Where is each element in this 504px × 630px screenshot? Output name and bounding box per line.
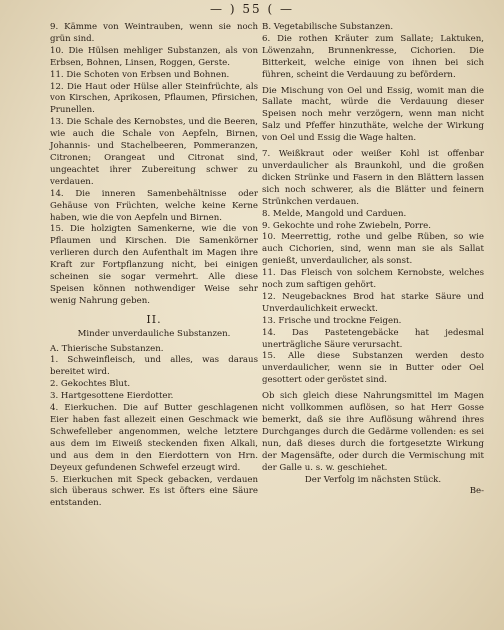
right-paragraph: Be- [469,486,484,497]
left-paragraph: 11. Die Schoten von Erbsen und Bohnen. [50,69,230,80]
right-paragraph: 6. Die rothen Kräuter zum Sallate; Laktuken, Löwenzahn, Brunnenkresse, Cichorien. Die Bitterkeit, welche einige von ihnen bei sich führen, scheint die Verdauung zu befördern. [262,33,484,80]
right-paragraph: 7. Weißkraut oder weißer Kohl ist offenbar unverdaulicher als Braunkohl, und die großen dicken Strünke und Fasern in den Blättern lassen sich noch schwerer, als die Blätter und feinern Strünkchen verdauen. [262,149,484,207]
right-paragraph: Der Verfolg im nächsten Stück. [304,474,442,485]
right-paragraph: 14. Das Pastetengebäcke hat jedesmal unerträgliche Säure verursacht. [262,327,484,350]
left-paragraph: 14. Die inneren Samenbehältnisse oder Gehäuse von Früchten, welche keine Kerne haben, wie die von Aepfeln und Birnen. [50,188,258,223]
left-paragraph: Minder unverdauliche Substanzen. [77,328,231,339]
right-paragraph: B. Vegetabilische Substanzen. [262,22,394,32]
left-paragraph: 1. Schweinfleisch, und alles, was daraus bereitet wird. [50,355,258,378]
right-paragraph: Die Mischung von Oel und Essig, womit man die Sallate macht, würde die Verdauung dieser Speisen noch mehr verzögern, wenn man nicht Salz und Pfeffer hinzuthäte, welche der Wirkung von Oel und Essig die Wage halten. [262,85,484,144]
right-paragraph: 11. Das Fleisch von solchem Kernobste, welches noch zum saftigen gehört. [262,268,484,291]
right-paragraph: 8. Melde, Mangold und Carduen. [262,208,407,219]
left-paragraph: 9. Kämme von Weintrauben, wenn sie noch grün sind. [50,22,258,44]
left-paragraph: 2. Gekochtes Blut. [50,379,131,390]
left-column [50,22,258,510]
right-paragraph: 15. Alle diese Substanzen werden desto unverdaulicher, wenn sie in Butter oder Oel gesottert oder geröstet sind. [262,351,484,386]
left-paragraph: A. Thierische Substanzen. [50,343,164,354]
right-paragraph: 10. Meerrettig, rothe und gelbe Rüben, so wie auch Cichorien, sind, wenn man sie als Sallat genießt, unverdaulicher, als sonst. [262,232,484,267]
left-paragraph: 3. Hartgesottene Eierdotter. [50,391,174,402]
left-paragraph: 13. Die Schale des Kernobstes, und die Beeren, wie auch die Schale von Aepfeln, Birnen, Johannis- und Stachelbeeren, Pommeranzen, Citronen; Orangeat und Citronat sind, ungeachtet ihrer Zubereitung schwer zu verdauen. [50,117,258,187]
right-paragraph: Ob sich gleich diese Nahrungsmittel im Magen nicht vollkommen auflösen, so hat Herr Gosse bemerkt, daß sie ihre Auflösung während ihres Durchganges durch die Gedärme vollenden: es sei nun, daß dieses durch die fortgesetzte Wirkung der Magensäfte, oder durch die Vermischung mit der Galle u. s. w. geschiehet. [262,391,484,473]
left-paragraph: 4. Eierkuchen. Die auf Butter geschlagenen Eier haben fast allezeit einen Geschmack wie Schwefelleber angenommen, welche letztere aus dem im Eiweiß steckenden fixen Alkali, und aus dem in den Eierdottern von Hrn. Deyeux gefundenen Schwefel erzeugt wird. [50,403,258,473]
right-paragraph: 9. Gekochte und rohe Zwiebeln, Porre. [262,220,431,231]
left-paragraph: II. [146,312,162,326]
left-paragraph: 15. Die holzigten Samenkerne, wie die von Pflaumen und Kirschen. Die Samenkörner verlieren durch den Aufenthalt im Magen ihre Kraft zur Fortpflanzung nicht, bei einigen scheinen sie sogar vermehrt. Alle diese Speisen können nothwendiger Weise sehr wenig Nahrung geben. [50,224,258,306]
left-paragraph: 12. Die Haut oder Hülse aller Steinfrüchte, als von Kirschen, Aprikosen, Pflaumen, Pfirsichen, Prunellen. [50,81,258,116]
right-paragraph: 12. Neugebacknes Brod hat starke Säure und Unverdaulichkeit erweckt. [262,291,484,314]
right-paragraph: 13. Frische und trockne Feigen. [262,315,402,326]
left-paragraph: 10. Die Hülsen mehliger Substanzen, als von Erbsen, Bohnen, Linsen, Roggen, Gerste. [50,45,258,68]
right-column [262,22,484,498]
page-number: — ) 55 ( — [210,2,294,16]
left-paragraph: 5. Eierkuchen mit Speck gebacken, verdauen sich überaus schwer. Es ist öfters eine Säure entstanden. [50,474,258,509]
